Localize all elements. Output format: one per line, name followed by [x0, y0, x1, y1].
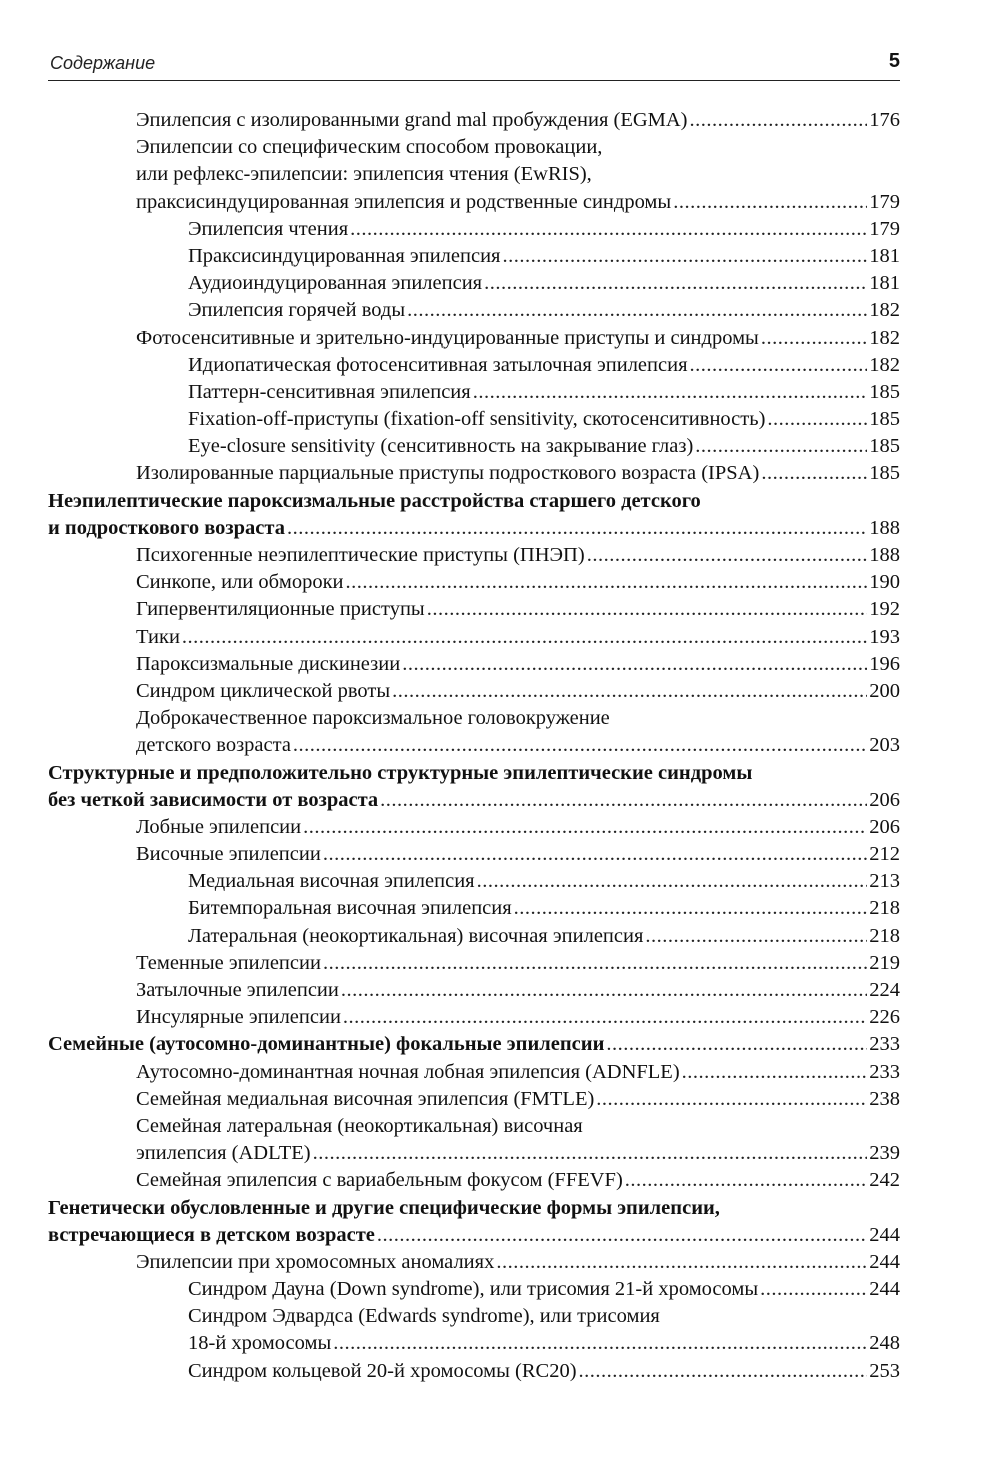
toc-entry — [48, 1330, 900, 1357]
dot-leader — [767, 406, 867, 433]
toc-entry-title: Синдром кольцевой 20-й хромосомы (RC20) — [188, 1359, 577, 1382]
toc-entry — [48, 1113, 900, 1140]
dot-leader — [695, 433, 867, 460]
dot-leader — [477, 868, 868, 895]
toc-entry — [48, 352, 900, 379]
toc-entry — [48, 1249, 900, 1276]
toc-entry-title: Доброкачественное пароксизмальное головокружение — [136, 707, 610, 730]
dot-leader — [690, 107, 868, 134]
toc-page-number: 185 — [869, 435, 900, 458]
toc-entry-title: Семейная медиальная височная эпилепсия (FMTLE) — [136, 1087, 595, 1110]
toc-page-number: 190 — [869, 571, 900, 594]
dot-leader — [645, 923, 867, 950]
toc-entry — [48, 1086, 900, 1113]
toc-page-number: 176 — [869, 109, 900, 131]
toc-entry-title: встречающиеся в детском возрасте — [48, 1223, 375, 1246]
toc-section-heading — [48, 1222, 900, 1249]
toc-entry-title: Латеральная (неокортикальная) височная эпилепсия — [188, 924, 644, 947]
toc-entry-title: Синдром циклической рвоты — [136, 679, 391, 702]
toc-page-number: 185 — [869, 408, 900, 431]
toc-section-heading — [48, 488, 900, 515]
toc-section-heading — [48, 787, 900, 814]
toc-entry — [48, 596, 900, 623]
toc-entry — [48, 895, 900, 922]
toc-page-number: 218 — [869, 924, 900, 947]
toc-entry-title: Идиопатическая фотосенситивная затылочная эпилепсия — [188, 353, 688, 376]
table-of-contents — [48, 107, 900, 1385]
toc-page-number: 188 — [869, 544, 900, 566]
toc-page-number: 185 — [869, 380, 900, 403]
toc-entry — [48, 624, 900, 651]
toc-entry — [48, 325, 900, 352]
toc-page-number: 203 — [869, 734, 900, 757]
dot-leader — [761, 460, 867, 487]
toc-entry-title: Семейная эпилепсия с вариабельным фокусом (FFEVF) — [136, 1169, 623, 1192]
toc-entry-title: Изолированные парциальные приступы подросткового возраста (IPSA) — [136, 462, 760, 485]
toc-entry — [48, 1303, 900, 1330]
toc-entry-title: Синдром Дауна (Down syndrome), или трисомия 21-й хромосомы — [188, 1278, 759, 1301]
toc-entry-title: детского возраста — [136, 734, 291, 757]
dot-leader — [333, 1330, 867, 1357]
toc-entry — [48, 379, 900, 406]
toc-entry — [48, 134, 900, 161]
dot-leader — [313, 1140, 868, 1167]
toc-page-number: 244 — [869, 1250, 900, 1273]
toc-page-number: 179 — [869, 190, 900, 213]
toc-entry-title: Височные эпилепсии — [136, 843, 321, 866]
toc-page-number: 179 — [869, 217, 900, 240]
toc-entry-title: Синдром Эдвардса (Edwards syndrome), или трисомия — [188, 1305, 660, 1328]
toc-entry — [48, 107, 900, 134]
toc-entry-title: Fixation-off-приступы (fixation-off sensitivity, скотосенситивность) — [188, 408, 766, 431]
toc-page-number: 239 — [869, 1142, 900, 1165]
toc-entry — [48, 406, 900, 433]
toc-entry-title: Лобные эпилепсии — [136, 815, 302, 838]
toc-entry — [48, 841, 900, 868]
toc-entry-title: Синкопе, или обмороки — [136, 571, 344, 594]
dot-leader — [690, 352, 868, 379]
toc-entry-title: Эпилепсия чтения — [188, 217, 349, 240]
toc-page-number: 233 — [869, 1060, 900, 1083]
toc-entry — [48, 270, 900, 297]
dot-leader — [761, 325, 867, 352]
dot-leader — [377, 1222, 867, 1249]
toc-entry-title: Аудиоиндуцированная эпилепсия — [188, 272, 483, 295]
toc-page-number: 233 — [869, 1033, 900, 1056]
toc-entry-title: и подросткового возраста — [48, 516, 285, 539]
dot-leader — [625, 1167, 867, 1194]
page-number: 5 — [888, 50, 900, 72]
toc-page-number: 181 — [869, 272, 900, 295]
toc-page-number: 244 — [869, 1223, 900, 1246]
dot-leader — [402, 651, 867, 678]
toc-entry-title: Инсулярные эпилепсии — [136, 1006, 341, 1029]
toc-page-number: 182 — [869, 326, 900, 349]
dot-leader — [341, 977, 867, 1004]
toc-page-number: 238 — [869, 1087, 900, 1110]
toc-entry-title: без четкой зависимости от возраста — [48, 788, 379, 811]
toc-entry — [48, 977, 900, 1004]
toc-entry — [48, 189, 900, 216]
toc-entry-title: Фотосенситивные и зрительно-индуцированные приступы и синдромы — [136, 326, 759, 349]
dot-leader — [407, 297, 867, 324]
toc-entry — [48, 705, 900, 732]
running-title: Содержание — [50, 53, 156, 73]
toc-entry-title: праксисиндуцированная эпилепсия и родственные синдромы — [136, 190, 672, 213]
toc-entry-title: эпилепсия (ADLTE) — [136, 1142, 311, 1165]
toc-page-number: 182 — [869, 299, 900, 322]
toc-page-number: 242 — [869, 1169, 900, 1192]
dot-leader — [760, 1276, 867, 1303]
toc-entry-title: Паттерн-сенситивная эпилепсия — [188, 380, 471, 403]
toc-page-number: 248 — [869, 1332, 900, 1355]
dot-leader — [587, 542, 868, 569]
toc-page-number: 188 — [869, 516, 900, 539]
toc-entry — [48, 433, 900, 460]
toc-section-heading — [48, 1195, 900, 1222]
toc-entry-title: Генетически обусловленные и другие специфические формы эпилепсии, — [48, 1196, 720, 1219]
toc-entry-title: Теменные эпилепсии — [136, 951, 321, 974]
toc-entry-title: Медиальная височная эпилепсия — [188, 870, 475, 893]
toc-page-number: 219 — [869, 951, 900, 974]
dot-leader — [346, 569, 868, 596]
toc-entry-title: Затылочные эпилепсии — [136, 979, 339, 1001]
dot-leader — [303, 814, 867, 841]
page-header — [48, 50, 900, 81]
dot-leader — [323, 841, 867, 868]
toc-entry — [48, 542, 900, 569]
toc-page-number: 200 — [869, 679, 900, 702]
dot-leader — [392, 678, 867, 705]
toc-page-number: 196 — [869, 652, 900, 675]
dot-leader — [682, 1059, 868, 1086]
toc-entry — [48, 460, 900, 487]
toc-entry-title: Аутосомно-доминантная ночная лобная эпилепсия (ADNFLE) — [136, 1060, 680, 1083]
toc-entry-title: Битемпоральная височная эпилепсия — [188, 897, 512, 920]
dot-leader — [673, 189, 867, 216]
toc-entry-title: Эпилепсия с изолированными grand mal пробуждения (EGMA) — [136, 109, 688, 131]
dot-leader — [343, 1004, 867, 1031]
toc-entry-title: Эпилепсия горячей воды — [188, 299, 406, 322]
toc-entry — [48, 814, 900, 841]
dot-leader — [473, 379, 868, 406]
dot-leader — [606, 1031, 867, 1058]
toc-entry-title: Неэпилептические пароксизмальные расстройства старшего детского — [48, 489, 701, 512]
toc-entry — [48, 297, 900, 324]
toc-page-number: 213 — [869, 870, 900, 893]
toc-entry-title: Гипервентиляционные приступы — [136, 598, 425, 621]
toc-entry-title: Психогенные неэпилептические приступы (ПНЭП) — [136, 544, 585, 566]
toc-page-number: 244 — [869, 1278, 900, 1301]
toc-page-number: 206 — [869, 788, 900, 811]
toc-section-heading — [48, 1031, 900, 1058]
toc-entry — [48, 1358, 900, 1385]
toc-entry-title: Структурные и предположительно структурные эпилептические синдромы — [48, 761, 753, 784]
dot-leader — [380, 787, 867, 814]
toc-entry-title: Eye-closure sensitivity (сенситивность на закрывание глаз) — [188, 435, 694, 458]
dot-leader — [182, 624, 867, 651]
dot-leader — [323, 950, 867, 977]
toc-entry — [48, 569, 900, 596]
toc-section-heading — [48, 760, 900, 787]
dot-leader — [502, 243, 867, 270]
toc-entry — [48, 1167, 900, 1194]
toc-entry — [48, 651, 900, 678]
toc-entry — [48, 1276, 900, 1303]
toc-entry-title: Семейные (аутосомно-доминантные) фокальные эпилепсии — [48, 1033, 605, 1056]
dot-leader — [496, 1249, 867, 1276]
toc-entry — [48, 678, 900, 705]
toc-entry — [48, 923, 900, 950]
dot-leader — [293, 732, 867, 759]
dot-leader — [350, 216, 867, 243]
toc-entry-title: Эпилепсии при хромосомных аномалиях — [136, 1250, 495, 1273]
toc-entry-title: Тики — [136, 625, 180, 648]
toc-entry — [48, 1140, 900, 1167]
dot-leader — [596, 1086, 867, 1113]
toc-page-number: 224 — [869, 979, 900, 1001]
dot-leader — [514, 895, 868, 922]
toc-page-number: 226 — [869, 1006, 900, 1029]
toc-entry-title: 18-й хромосомы — [188, 1332, 332, 1355]
toc-page-number: 185 — [869, 462, 900, 485]
toc-page-number: 212 — [869, 843, 900, 866]
toc-page-number: 182 — [869, 353, 900, 376]
toc-page-number: 206 — [869, 815, 900, 838]
dot-leader — [484, 270, 867, 297]
toc-entry-title: или рефлекс-эпилепсии: эпилепсия чтения (EwRIS), — [136, 163, 592, 186]
toc-entry — [48, 732, 900, 759]
toc-entry-title: Эпилепсии со специфическим способом провокации, — [136, 136, 603, 159]
toc-entry — [48, 950, 900, 977]
toc-page-number: 253 — [869, 1359, 900, 1382]
toc-entry — [48, 161, 900, 188]
toc-entry — [48, 243, 900, 270]
toc-page-number: 181 — [869, 244, 900, 267]
toc-page-number: 218 — [869, 897, 900, 920]
toc-page-number: 193 — [869, 625, 900, 648]
toc-entry — [48, 1004, 900, 1031]
toc-entry — [48, 868, 900, 895]
toc-section-heading — [48, 515, 900, 542]
dot-leader — [287, 515, 867, 542]
toc-entry-title: Семейная латеральная (неокортикальная) височная — [136, 1114, 583, 1137]
dot-leader — [427, 596, 868, 623]
toc-entry — [48, 216, 900, 243]
toc-entry-title: Праксисиндуцированная эпилепсия — [188, 244, 501, 267]
toc-page-number: 192 — [869, 598, 900, 621]
toc-entry — [48, 1059, 900, 1086]
dot-leader — [579, 1358, 868, 1385]
toc-entry-title: Пароксизмальные дискинезии — [136, 652, 401, 675]
